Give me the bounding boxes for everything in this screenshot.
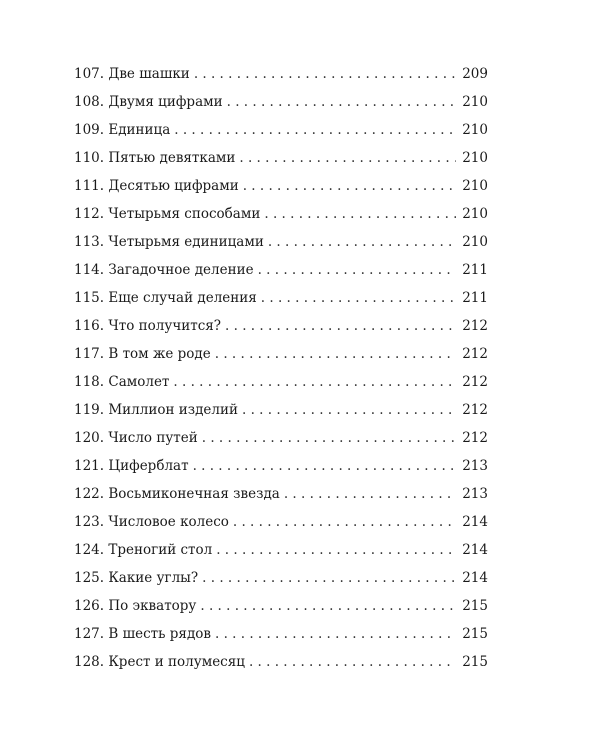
toc-entry-page-number: 211 xyxy=(462,290,488,306)
dot-leader xyxy=(233,508,456,536)
toc-entry-number: 119. xyxy=(74,402,105,418)
toc-entry-label xyxy=(74,116,174,144)
toc-entry-title: Циферблат xyxy=(108,458,189,474)
dot-leader xyxy=(215,620,456,648)
toc-entry-number: 109. xyxy=(74,122,105,138)
toc-entry-label xyxy=(74,564,202,592)
toc-entry[interactable] xyxy=(74,424,488,452)
toc-entry-title: В том же роде xyxy=(108,346,211,362)
toc-entry[interactable] xyxy=(74,228,488,256)
toc-entry[interactable] xyxy=(74,396,488,424)
dot-leader xyxy=(202,564,456,592)
dot-leader xyxy=(193,452,457,480)
toc-entry-page-number: 213 xyxy=(462,458,488,474)
toc-entry-number: 110. xyxy=(74,150,105,166)
dot-leader xyxy=(194,60,456,88)
toc-entry-number: 114. xyxy=(74,262,105,278)
table-of-contents xyxy=(74,60,488,676)
dot-leader xyxy=(239,144,456,172)
toc-entry-title: Восьмиконечная звезда xyxy=(108,486,280,502)
toc-entry-label xyxy=(74,88,227,116)
toc-entry-page-number: 215 xyxy=(462,654,488,670)
toc-entry-number: 125. xyxy=(74,570,105,586)
toc-entry-label xyxy=(74,172,243,200)
toc-entry-label xyxy=(74,60,194,88)
toc-entry-title: Две шашки xyxy=(108,66,190,82)
toc-entry-page-number: 213 xyxy=(462,486,488,502)
dot-leader xyxy=(268,228,456,256)
toc-entry[interactable] xyxy=(74,452,488,480)
toc-entry-page-number: 212 xyxy=(462,430,488,446)
toc-entry-title: Крест и полумесяц xyxy=(108,654,245,670)
dot-leader xyxy=(216,536,456,564)
toc-entry-number: 117. xyxy=(74,346,105,362)
toc-entry[interactable] xyxy=(74,648,488,676)
toc-entry-title: Двумя цифрами xyxy=(108,94,223,110)
toc-entry-page-number: 211 xyxy=(462,262,488,278)
toc-entry-label xyxy=(74,396,242,424)
toc-entry-number: 122. xyxy=(74,486,105,502)
dot-leader xyxy=(227,88,457,116)
toc-entry-title: Самолет xyxy=(108,374,170,390)
toc-entry-number: 123. xyxy=(74,514,105,530)
toc-entry[interactable] xyxy=(74,116,488,144)
dot-leader xyxy=(264,200,456,228)
toc-entry-label xyxy=(74,228,268,256)
toc-entry-page-number: 214 xyxy=(462,514,488,530)
dot-leader xyxy=(242,396,456,424)
toc-entry-number: 120. xyxy=(74,430,105,446)
toc-entry-label xyxy=(74,648,249,676)
toc-entry-title: Четырьмя единицами xyxy=(108,234,264,250)
toc-entry-label xyxy=(74,312,225,340)
toc-entry[interactable] xyxy=(74,480,488,508)
toc-entry[interactable] xyxy=(74,88,488,116)
toc-entry-page-number: 215 xyxy=(462,598,488,614)
toc-entry-page-number: 210 xyxy=(462,206,488,222)
toc-entry-label xyxy=(74,508,233,536)
toc-entry-page-number: 212 xyxy=(462,374,488,390)
toc-entry-number: 128. xyxy=(74,654,105,670)
toc-entry[interactable] xyxy=(74,144,488,172)
toc-entry-page-number: 214 xyxy=(462,542,488,558)
toc-entry-number: 118. xyxy=(74,374,105,390)
toc-entry-title: Число путей xyxy=(108,430,198,446)
toc-entry-title: По экватору xyxy=(108,598,197,614)
toc-entry-page-number: 210 xyxy=(462,122,488,138)
toc-entry-label xyxy=(74,452,193,480)
toc-entry-label xyxy=(74,256,258,284)
toc-entry-title: Треногий стол xyxy=(108,542,213,558)
toc-entry-number: 124. xyxy=(74,542,105,558)
toc-entry-page-number: 214 xyxy=(462,570,488,586)
toc-entry[interactable] xyxy=(74,172,488,200)
toc-entry-label xyxy=(74,284,261,312)
toc-entry-label xyxy=(74,340,215,368)
toc-entry-number: 112. xyxy=(74,206,105,222)
toc-entry-number: 107. xyxy=(74,66,105,82)
dot-leader xyxy=(174,116,456,144)
toc-entry-page-number: 212 xyxy=(462,402,488,418)
toc-entry[interactable] xyxy=(74,312,488,340)
toc-entry[interactable] xyxy=(74,564,488,592)
toc-entry[interactable] xyxy=(74,508,488,536)
toc-entry-page-number: 209 xyxy=(462,66,488,82)
toc-entry-number: 116. xyxy=(74,318,105,334)
toc-entry-title: Пятью девятками xyxy=(108,150,236,166)
dot-leader xyxy=(284,480,456,508)
toc-entry-label xyxy=(74,144,239,172)
toc-entry-number: 111. xyxy=(74,178,105,194)
toc-entry[interactable] xyxy=(74,200,488,228)
toc-entry-page-number: 210 xyxy=(462,150,488,166)
toc-entry-title: Четырьмя способами xyxy=(108,206,261,222)
toc-entry[interactable] xyxy=(74,60,488,88)
toc-entry-number: 115. xyxy=(74,290,105,306)
toc-entry-title: Числовое колесо xyxy=(108,514,229,530)
toc-entry-label xyxy=(74,368,173,396)
toc-entry[interactable] xyxy=(74,256,488,284)
dot-leader xyxy=(173,368,456,396)
dot-leader xyxy=(225,312,456,340)
dot-leader xyxy=(258,256,457,284)
dot-leader xyxy=(215,340,456,368)
toc-entry-number: 113. xyxy=(74,234,105,250)
toc-entry[interactable] xyxy=(74,592,488,620)
toc-entry-page-number: 210 xyxy=(462,234,488,250)
toc-entry-number: 126. xyxy=(74,598,105,614)
toc-entry[interactable] xyxy=(74,620,488,648)
toc-entry-page-number: 215 xyxy=(462,626,488,642)
dot-leader xyxy=(243,172,457,200)
dot-leader xyxy=(249,648,456,676)
toc-entry-title: Еще случай деления xyxy=(108,290,257,306)
toc-entry-title: Какие углы? xyxy=(108,570,199,586)
toc-entry-page-number: 212 xyxy=(462,318,488,334)
toc-entry[interactable] xyxy=(74,368,488,396)
toc-entry-label xyxy=(74,592,200,620)
toc-entry-title: Десятью цифрами xyxy=(108,178,239,194)
toc-entry-page-number: 210 xyxy=(462,94,488,110)
dot-leader xyxy=(261,284,456,312)
toc-entry-label xyxy=(74,480,284,508)
toc-entry-title: Что получится? xyxy=(108,318,222,334)
toc-entry-title: Миллион изделий xyxy=(108,402,238,418)
toc-entry-number: 121. xyxy=(74,458,105,474)
dot-leader xyxy=(202,424,456,452)
toc-entry-label xyxy=(74,620,215,648)
toc-entry-label xyxy=(74,200,264,228)
toc-entry-number: 108. xyxy=(74,94,105,110)
toc-entry-label xyxy=(74,536,216,564)
toc-entry-number: 127. xyxy=(74,626,105,642)
toc-entry-page-number: 212 xyxy=(462,346,488,362)
toc-entry[interactable] xyxy=(74,340,488,368)
dot-leader xyxy=(200,592,456,620)
toc-entry[interactable] xyxy=(74,284,488,312)
toc-entry-title: Загадочное деление xyxy=(108,262,254,278)
toc-entry-title: Единица xyxy=(108,122,171,138)
toc-entry-page-number: 210 xyxy=(462,178,488,194)
toc-entry-label xyxy=(74,424,202,452)
toc-entry[interactable] xyxy=(74,536,488,564)
toc-entry-title: В шесть рядов xyxy=(108,626,211,642)
